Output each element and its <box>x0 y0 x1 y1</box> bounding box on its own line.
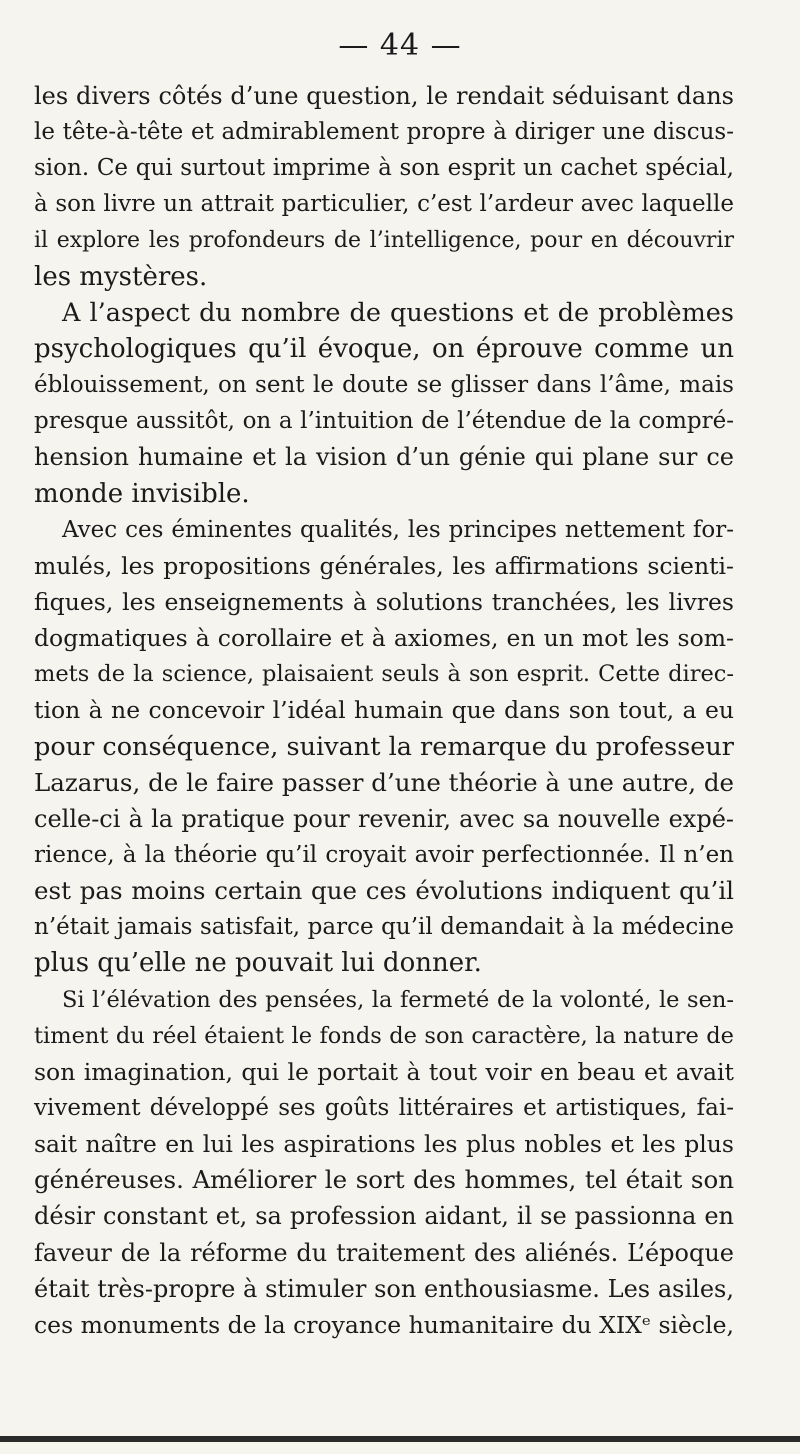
text-line: A l’aspect du nombre de questions et de problèmes <box>62 297 734 328</box>
text-line: Si l’élévation des pensées, la fermeté de la volonté, le sen- <box>62 986 734 1013</box>
text-line: le tête-à-tête et admirablement propre à diriger une discus- <box>34 119 734 146</box>
text-line: psychologiques qu’il évoque, on éprouve comme un <box>34 333 734 364</box>
text-line: faveur de la réforme du traitement des aliénés. L’époque <box>34 1238 734 1267</box>
text-line: son imagination, qui le portait à tout voir en beau et avait <box>34 1057 734 1086</box>
text-line: plus qu’elle ne pouvait lui donner. <box>34 948 482 979</box>
body-text <box>34 78 734 1343</box>
text-line: n’était jamais satisfait, parce qu’il demandait à la médecine <box>34 914 734 941</box>
text-line: sion. Ce qui surtout imprime à son esprit un cachet spécial, <box>34 155 734 182</box>
text-line: dogmatiques à corollaire et à axiomes, en un mot les som- <box>34 624 734 653</box>
text-line: pour conséquence, suivant la remarque du professeur <box>34 731 734 762</box>
text-line: les divers côtés d’une question, le rendait séduisant dans <box>34 82 734 110</box>
page-bottom-edge <box>0 1436 800 1442</box>
text-line: vivement développé ses goûts littéraires et artistiques, fai- <box>34 1094 734 1121</box>
text-line: sait naître en lui les aspirations les plus nobles et les plus <box>34 1130 734 1159</box>
text-line: éblouissement, on sent le doute se glisser dans l’âme, mais <box>34 372 734 399</box>
text-line: était très-propre à stimuler son enthousiasme. Les asiles, <box>34 1274 734 1303</box>
text-line: les mystères. <box>34 261 208 292</box>
text-line: généreuses. Améliorer le sort des hommes, tel était son <box>34 1165 734 1195</box>
text-line: est pas moins certain que ces évolutions indiquent qu’il <box>34 876 734 906</box>
text-line: il explore les profondeurs de l’intelligence, pour en découvrir <box>34 227 734 253</box>
text-line: Lazarus, de le faire passer d’une théorie à une autre, de <box>34 767 734 797</box>
text-line: celle-ci à la pratique pour revenir, avec sa nouvelle expé- <box>34 804 734 833</box>
text-line: monde invisible. <box>34 478 250 509</box>
text-line: mets de la science, plaisaient seuls à son esprit. Cette direc- <box>34 661 734 688</box>
text-line: timent du réel étaient le fonds de son caractère, la nature de <box>34 1022 734 1049</box>
page-number: — 44 — <box>338 28 462 63</box>
text-line: presque aussitôt, on a l’intuition de l’étendue de la compré- <box>34 408 734 435</box>
text-line: hension humaine et la vision d’un génie qui plane sur ce <box>34 443 734 472</box>
text-line: mulés, les propositions générales, les affirmations scienti- <box>34 551 734 580</box>
text-line: rience, à la théorie qu’il croyait avoir perfectionnée. Il n’en <box>34 841 734 868</box>
text-line: à son livre un attrait particulier, c’est l’ardeur avec laquelle <box>34 191 734 218</box>
text-line: tion à ne concevoir l’idéal humain que dans son tout, a eu <box>34 696 734 725</box>
text-line: fiques, les enseignements à solutions tranchées, les livres <box>34 587 734 616</box>
text-line: ces monuments de la croyance humanitaire du XIXᵉ siècle, <box>34 1310 734 1339</box>
text-line: Avec ces éminentes qualités, les principes nettement for- <box>62 516 734 543</box>
text-line: désir constant et, sa profession aidant, il se passionna en <box>34 1202 734 1231</box>
